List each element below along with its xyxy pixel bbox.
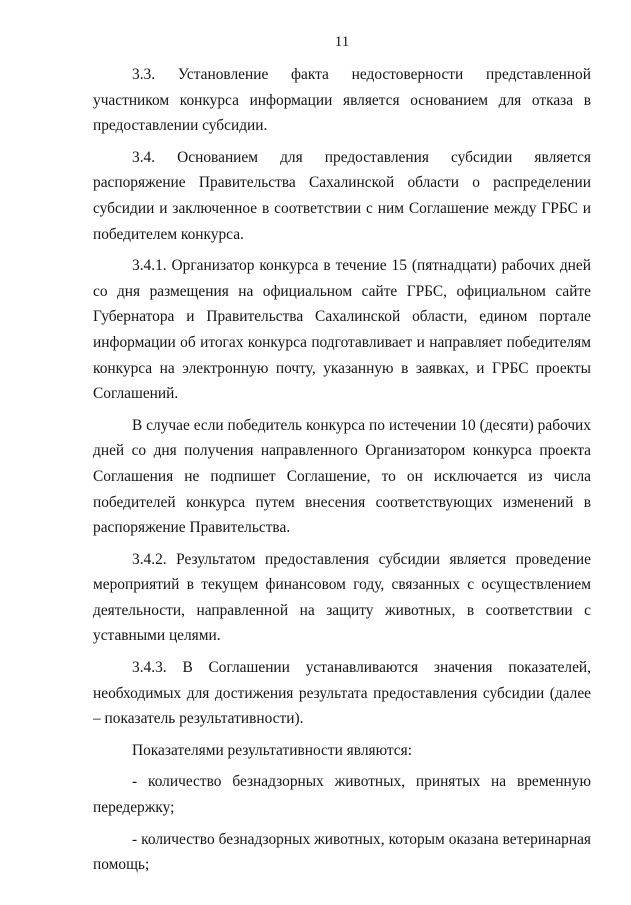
- paragraph-winner-exclusion: В случае если победитель конкурса по истечении 10 (десяти) рабочих дней со дня получения направленного Организатором конкурса проекта Соглашения не подпишет Соглашение, то он исключается из числа победителей конкурса путем внесения соответствующих изменений в распоряжение Правительства.: [93, 416, 591, 537]
- paragraph-3-4-3: 3.4.3. В Соглашении устанавливаются значения показателей, необходимых для достижения результата предоставления субсидии (далее – показатель результативности).: [93, 659, 591, 728]
- paragraph-3-3: 3.3. Установление факта недостоверности представленной участником конкурса информации является основанием для отказа в предоставлении субсидии.: [93, 66, 591, 135]
- list-item-veterinary-help: - количество безнадзорных животных, которым оказана ветеринарная помощь;: [93, 830, 591, 874]
- paragraph-3-4-1: 3.4.1. Организатор конкурса в течение 15 (пятнадцати) рабочих дней со дня размещения на официальном сайте ГРБС, официальном сайте Губернатора и Правительства Сахалинской области, едином портале информации об итогах конкурса подготавливает и направляет победителям конкурса на электронную почту, указанную в заявках, и ГРБС проекты Соглашений.: [93, 257, 591, 403]
- paragraph-indicators-heading: Показателями результативности являются:: [132, 741, 412, 759]
- page-number: 11: [334, 34, 350, 50]
- list-item-temporary-foster: - количество безнадзорных животных, принятых на временную передержку;: [93, 773, 591, 817]
- paragraph-3-4-2: 3.4.2. Результатом предоставления субсидии является проведение мероприятий в текущем финансовом году, связанных с осуществлением деятельности, направленной на защиту животных, в соответствии с уставными целями.: [93, 550, 591, 645]
- paragraph-3-4: 3.4. Основанием для предоставления субсидии является распоряжение Правительства Сахалинской области о распределении субсидии и заключенное в соответствии с ним Соглашение между ГРБС и победителем конкурса.: [93, 148, 591, 243]
